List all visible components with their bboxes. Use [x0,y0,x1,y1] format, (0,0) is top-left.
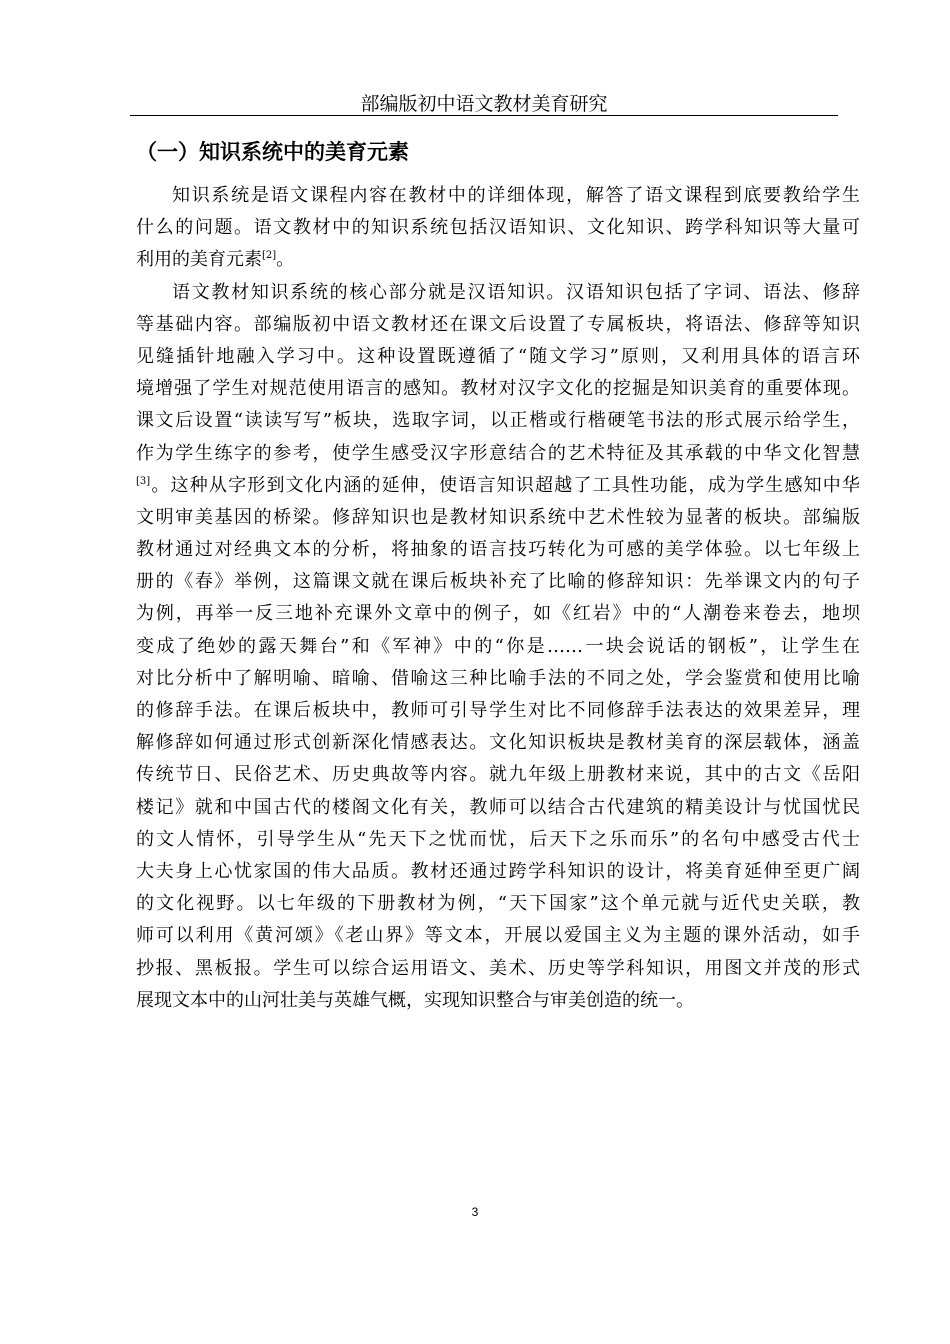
paragraph-2-line-17: 楼记》就和中国古代的楼阁文化有关，教师可以结合古代建筑的精美设计与忧国忧民 [136,796,860,818]
paragraph-2-line-2: 等基础内容。部编版初中语文教材还在课文后设置了专属板块，将语法、修辞等知识 [136,313,860,335]
paragraph-2-line-7-text: 。这种从字形到文化内涵的延伸，使语言知识超越了工具性功能，成为学生感知中华 [150,474,860,496]
paragraph-2-line-11: 为例，再举一反三地补充课外文章中的例子，如《红岩》中的“人潮卷来卷去，地坝 [136,603,860,625]
paragraph-2-line-16: 传统节日、民俗艺术、历史典故等内容。就九年级上册教材来说，其中的古文《岳阳 [136,764,860,786]
paragraph-2-line-19: 大夫身上心忧家国的伟大品质。教材还通过跨学科知识的设计，将美育延伸至更广阔 [136,860,860,882]
citation-ref-2: [2] [262,250,277,262]
paragraph-2-line-1: 语文教材知识系统的核心部分就是汉语知识。汉语知识包括了字词、语法、修辞 [172,281,860,303]
paragraph-2-line-12: 变成了绝妙的露天舞台”和《军神》中的“你是……一块会说话的钢板”，让学生在 [136,635,860,657]
section-heading: （一）知识系统中的美育元素 [136,140,409,164]
paragraph-2-line-20: 的文化视野。以七年级的下册教材为例，“天下国家”这个单元就与近代史关联，教 [136,893,860,915]
paragraph-2-line-9: 教材通过对经典文本的分析，将抽象的语言技巧转化为可感的美学体验。以七年级上 [136,539,860,561]
paragraph-1-end: 。 [276,249,295,271]
paragraph-2-line-10: 册的《春》举例，这篇课文就在课后板块补充了比喻的修辞知识：先举课文内的句子 [136,571,860,593]
paragraph-2-line-4: 境增强了学生对规范使用语言的感知。教材对汉字文化的挖掘是知识美育的重要体现。 [136,378,860,400]
paragraph-2-line-21: 师可以利用《黄河颂》《老山界》等文本，开展以爱国主义为主题的课外活动，如手 [136,925,860,947]
paragraph-2-line-14: 的修辞手法。在课后板块中，教师可引导学生对比不同修辞手法表达的效果差异，理 [136,700,860,721]
header-rule [130,115,838,116]
body-text [136,180,860,1017]
paragraph-2-line-8: 文明审美基因的桥梁。修辞知识也是教材知识系统中艺术性较为显著的板块。部编版 [136,506,860,528]
paragraph-2-line-22: 抄报、黑板报。学生可以综合运用语文、美术、历史等学科知识，用图文并茂的形式 [136,957,860,979]
page-number: 3 [471,1205,479,1219]
paragraph-2-line-15: 解修辞如何通过形式创新深化情感表达。文化知识板块是教材美育的深层载体，涵盖 [136,732,860,754]
paragraph-2-line-6: 作为学生练字的参考，使学生感受汉字形意结合的艺术特征及其承载的中华文化智慧 [136,442,860,464]
paragraph-2-line-13: 对比分析中了解明喻、暗喻、借喻这三种比喻手法的不同之处，学会鉴赏和使用比喻 [136,667,860,689]
paragraph-2-line-5: 课文后设置“读读写写”板块，选取字词，以正楷或行楷硬笔书法的形式展示给学生， [136,410,860,432]
paragraph-2-line-23: 展现文本中的山河壮美与英雄气概，实现知识整合与审美创造的统一。 [136,989,694,1011]
paragraph-2-line-3: 见缝插针地融入学习中。这种设置既遵循了“随文学习”原则，又利用具体的语言环 [136,345,860,367]
paragraph-1-line-1: 知识系统是语文课程内容在教材中的详细体现，解答了语文课程到底要教给学生 [172,185,860,206]
paragraph-1-line-3-text: 利用的美育元素 [136,249,262,271]
paragraph-2-line-18: 的文人情怀，引导学生从“先天下之忧而忧，后天下之乐而乐”的名句中感受古代士 [136,828,860,850]
paragraph-1-line-2: 什么的问题。语文教材中的知识系统包括汉语知识、文化知识、跨学科知识等大量可 [136,217,860,239]
running-header: 部编版初中语文教材美育研究 [360,93,608,115]
paragraph-1-line-3 [136,244,860,276]
citation-ref-3: [3] [136,475,151,487]
paragraph-2-line-7 [136,470,860,502]
